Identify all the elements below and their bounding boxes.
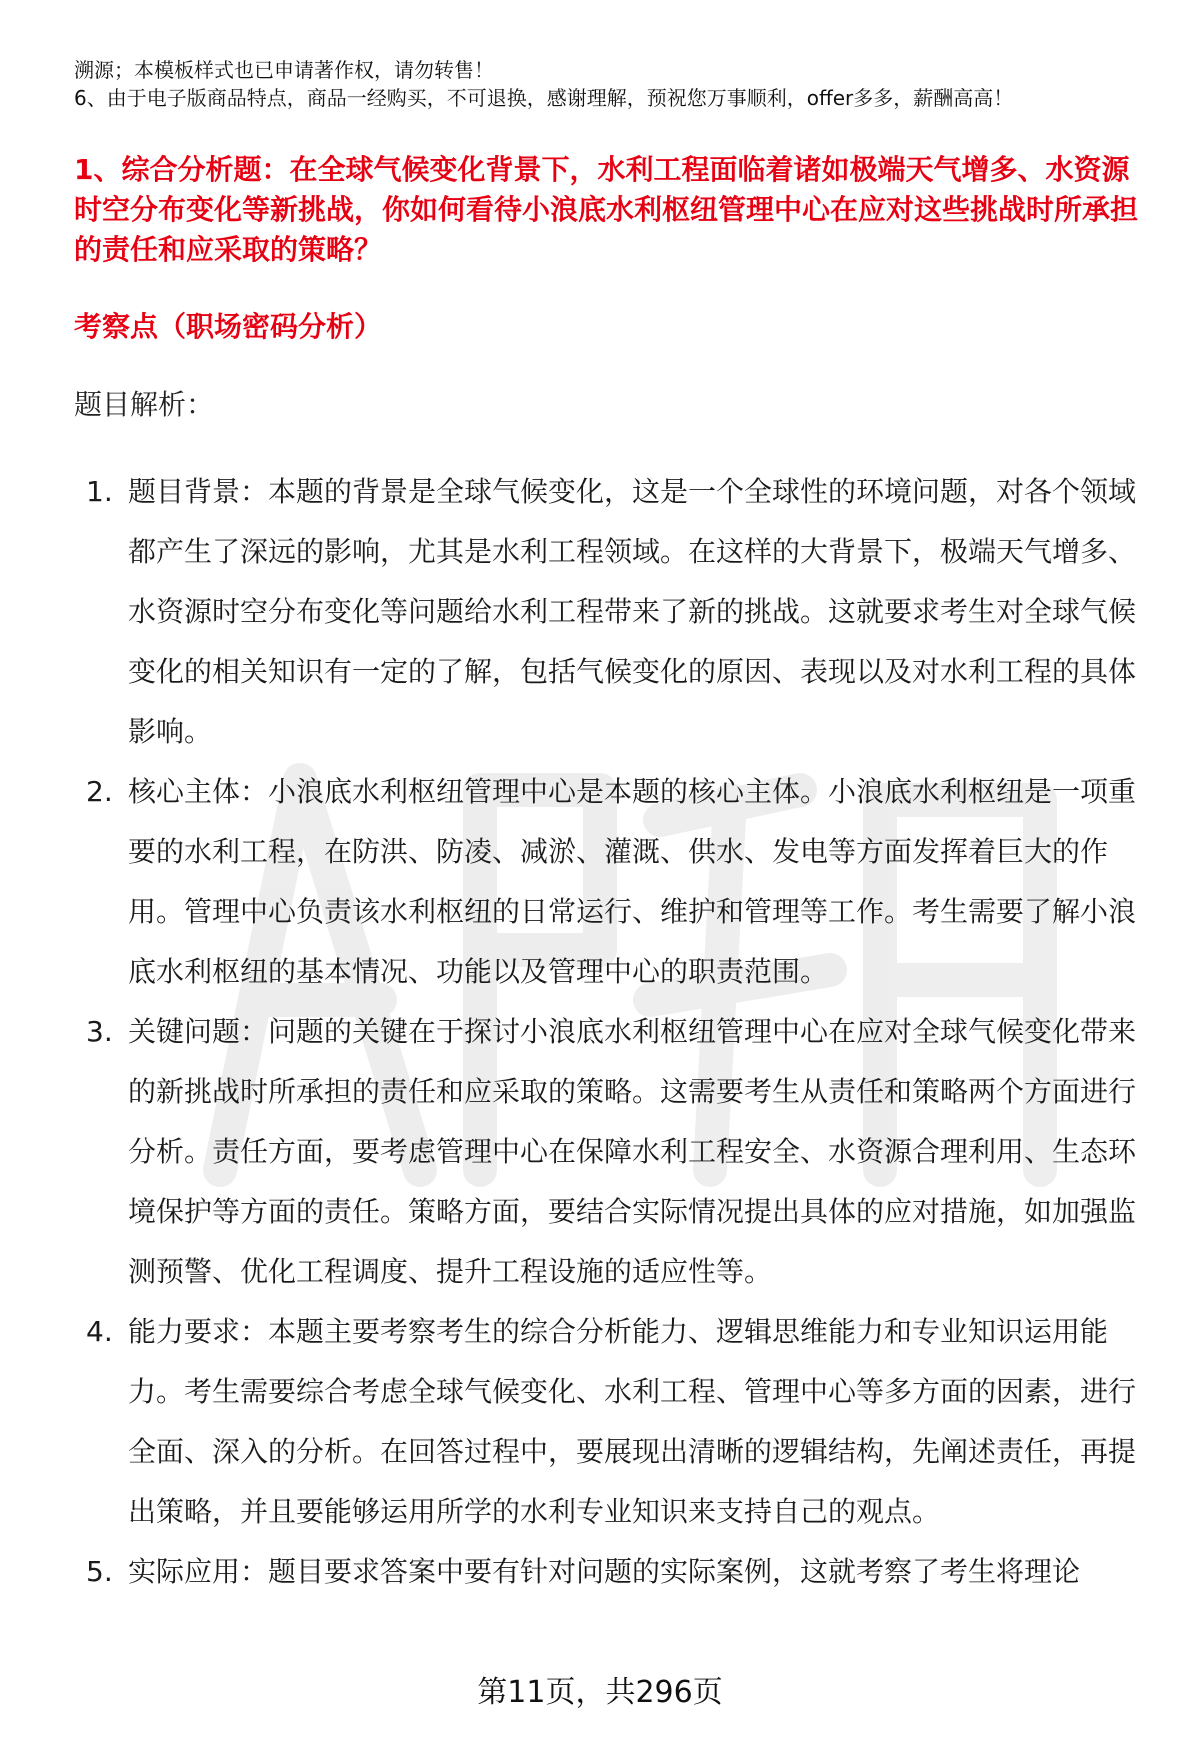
point-text: 关键问题：问题的关键在于探讨小浪底水利枢纽管理中心在应对全球气候变化带来的新挑战时所承担的责任和应采取的策略。这需要考生从责任和策略两个方面进行分析。责任方面，要考虑管理中心在保障水利工程安全、水资源合理利用、生态环境保护等方面的责任。策略方面，要结合实际情况提出具体的应对措施，如加强监测预警、优化工程调度、提升工程设施的适应性等。 [128,1015,1137,1288]
point-number: 4. [86,1315,113,1348]
point-text: 能力要求：本题主要考察考生的综合分析能力、逻辑思维能力和专业知识运用能力。考生需要综合考虑全球气候变化、水利工程、管理中心等多方面的因素，进行全面、深入的分析。在回答过程中，要展现出清晰的逻辑结构，先阐述责任，再提出策略，并且要能够运用所学的水利专业知识来支持自己的观点。 [128,1315,1137,1528]
analysis-points-list [74,462,1144,1602]
point-text: 实际应用：题目要求答案中要有针对问题的实际案例，这就考察了考生将理论 [128,1555,1081,1588]
question-heading: 1、综合分析题：在全球气候变化背景下，水利工程面临着诸如极端天气增多、水资源时空分布变化等新挑战，你如何看待小浪底水利枢纽管理中心在应对这些挑战时所承担的责任和应采取的策略？ [74,153,1139,266]
point-number: 1. [86,475,113,508]
notice-line-2: 6、由于电子版商品特点，商品一经购买，不可退换，感谢理解，预祝您万事顺利，offer多多，薪酬高高！ [74,86,1014,110]
page-number-footer: 第11页，共296页 [477,1675,723,1710]
analysis-point-2 [74,762,1144,1002]
point-number: 5. [86,1555,113,1588]
point-text: 题目背景：本题的背景是全球气候变化，这是一个全球性的环境问题，对各个领域都产生了深远的影响，尤其是水利工程领域。在这样的大背景下，极端天气增多、水资源时空分布变化等问题给水利工程带来了新的挑战。这就要求考生对全球气候变化的相关知识有一定的了解，包括气候变化的原因、表现以及对水利工程的具体影响。 [128,475,1137,748]
analysis-point-4 [74,1302,1144,1542]
analysis-label: 题目解析： [74,388,215,421]
section-title: 考察点（职场密码分析） [74,310,383,343]
analysis-point-5 [74,1542,1144,1602]
analysis-point-1 [74,462,1144,762]
analysis-point-3 [74,1002,1144,1302]
notice-line-1: 溯源；本模板样式也已申请著作权，请勿转售！ [74,58,494,82]
point-number: 3. [86,1015,113,1048]
point-number: 2. [86,775,113,808]
point-text: 核心主体：小浪底水利枢纽管理中心是本题的核心主体。小浪底水利枢纽是一项重要的水利工程，在防洪、防凌、减淤、灌溉、供水、发电等方面发挥着巨大的作用。管理中心负责该水利枢纽的日常运行、维护和管理等工作。考生需要了解小浪底水利枢纽的基本情况、功能以及管理中心的职责范围。 [128,775,1137,988]
